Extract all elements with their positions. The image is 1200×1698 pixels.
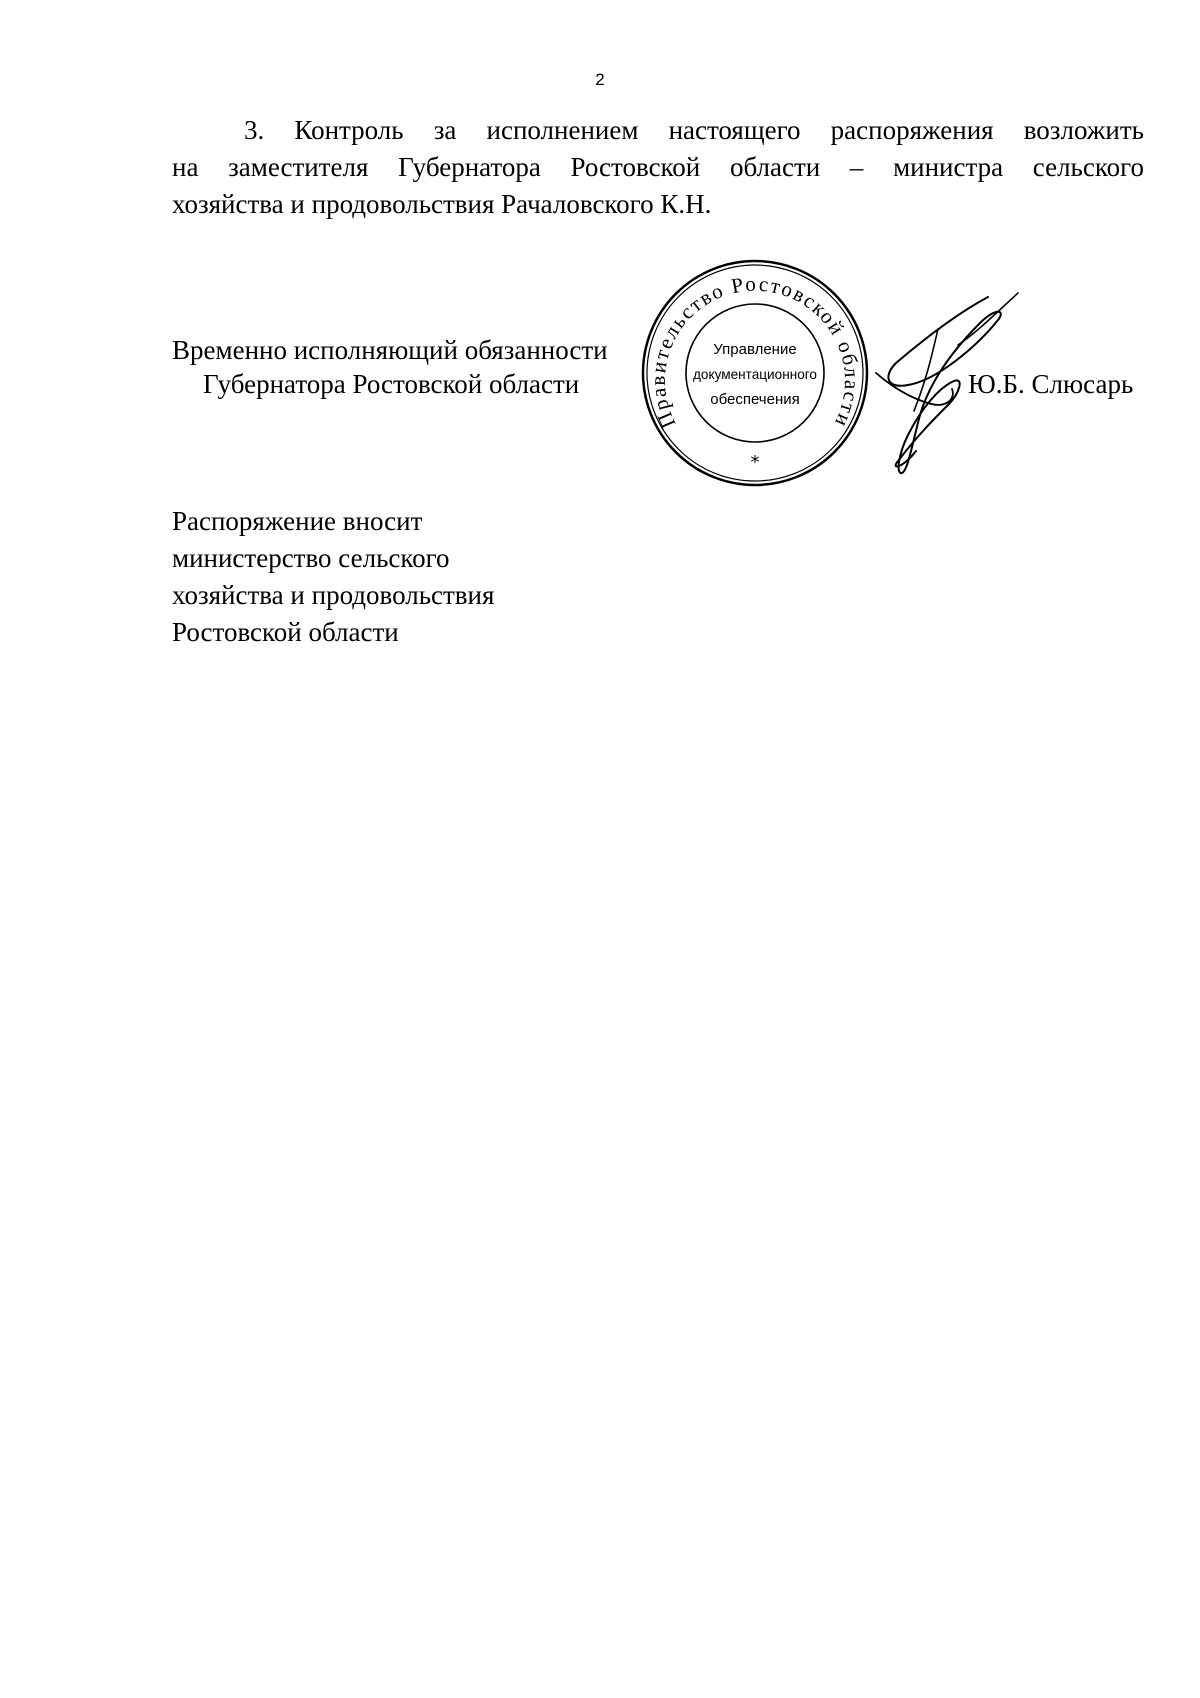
initiator-line: Распоряжение вносит: [172, 506, 423, 536]
page-number: 2: [595, 70, 605, 89]
initiator-line: Ростовской области: [172, 617, 399, 647]
initiator-note: [172, 503, 494, 651]
seal-ring-text: Правительство Ростовской области: [645, 271, 865, 433]
clause-line: 3. Контроль за исполнением настоящего распоряжения возложить: [244, 115, 1144, 145]
seal-star: *: [750, 452, 760, 473]
clause-line: хозяйства и продовольствия Рачаловского К.Н.: [172, 189, 712, 219]
initiator-line: хозяйства и продовольствия: [172, 580, 495, 610]
seal-center-line: обеспечения: [710, 391, 800, 408]
signer-name: Ю.Б. Слюсарь: [968, 369, 1134, 399]
signer-position-line: Временно исполняющий обязанности: [172, 335, 608, 365]
official-seal: [640, 258, 870, 488]
initiator-line: министерство сельского: [172, 543, 450, 573]
signer-position: [172, 333, 608, 401]
seal-center-line: документационного: [693, 366, 818, 382]
clause-line: на заместителя Губернатора Ростовской области – министра сельского: [172, 152, 1144, 182]
seal-center-line: Управление: [713, 341, 797, 358]
clause-paragraph: [172, 112, 1144, 223]
signer-position-line: Губернатора Ростовской области: [203, 369, 580, 399]
